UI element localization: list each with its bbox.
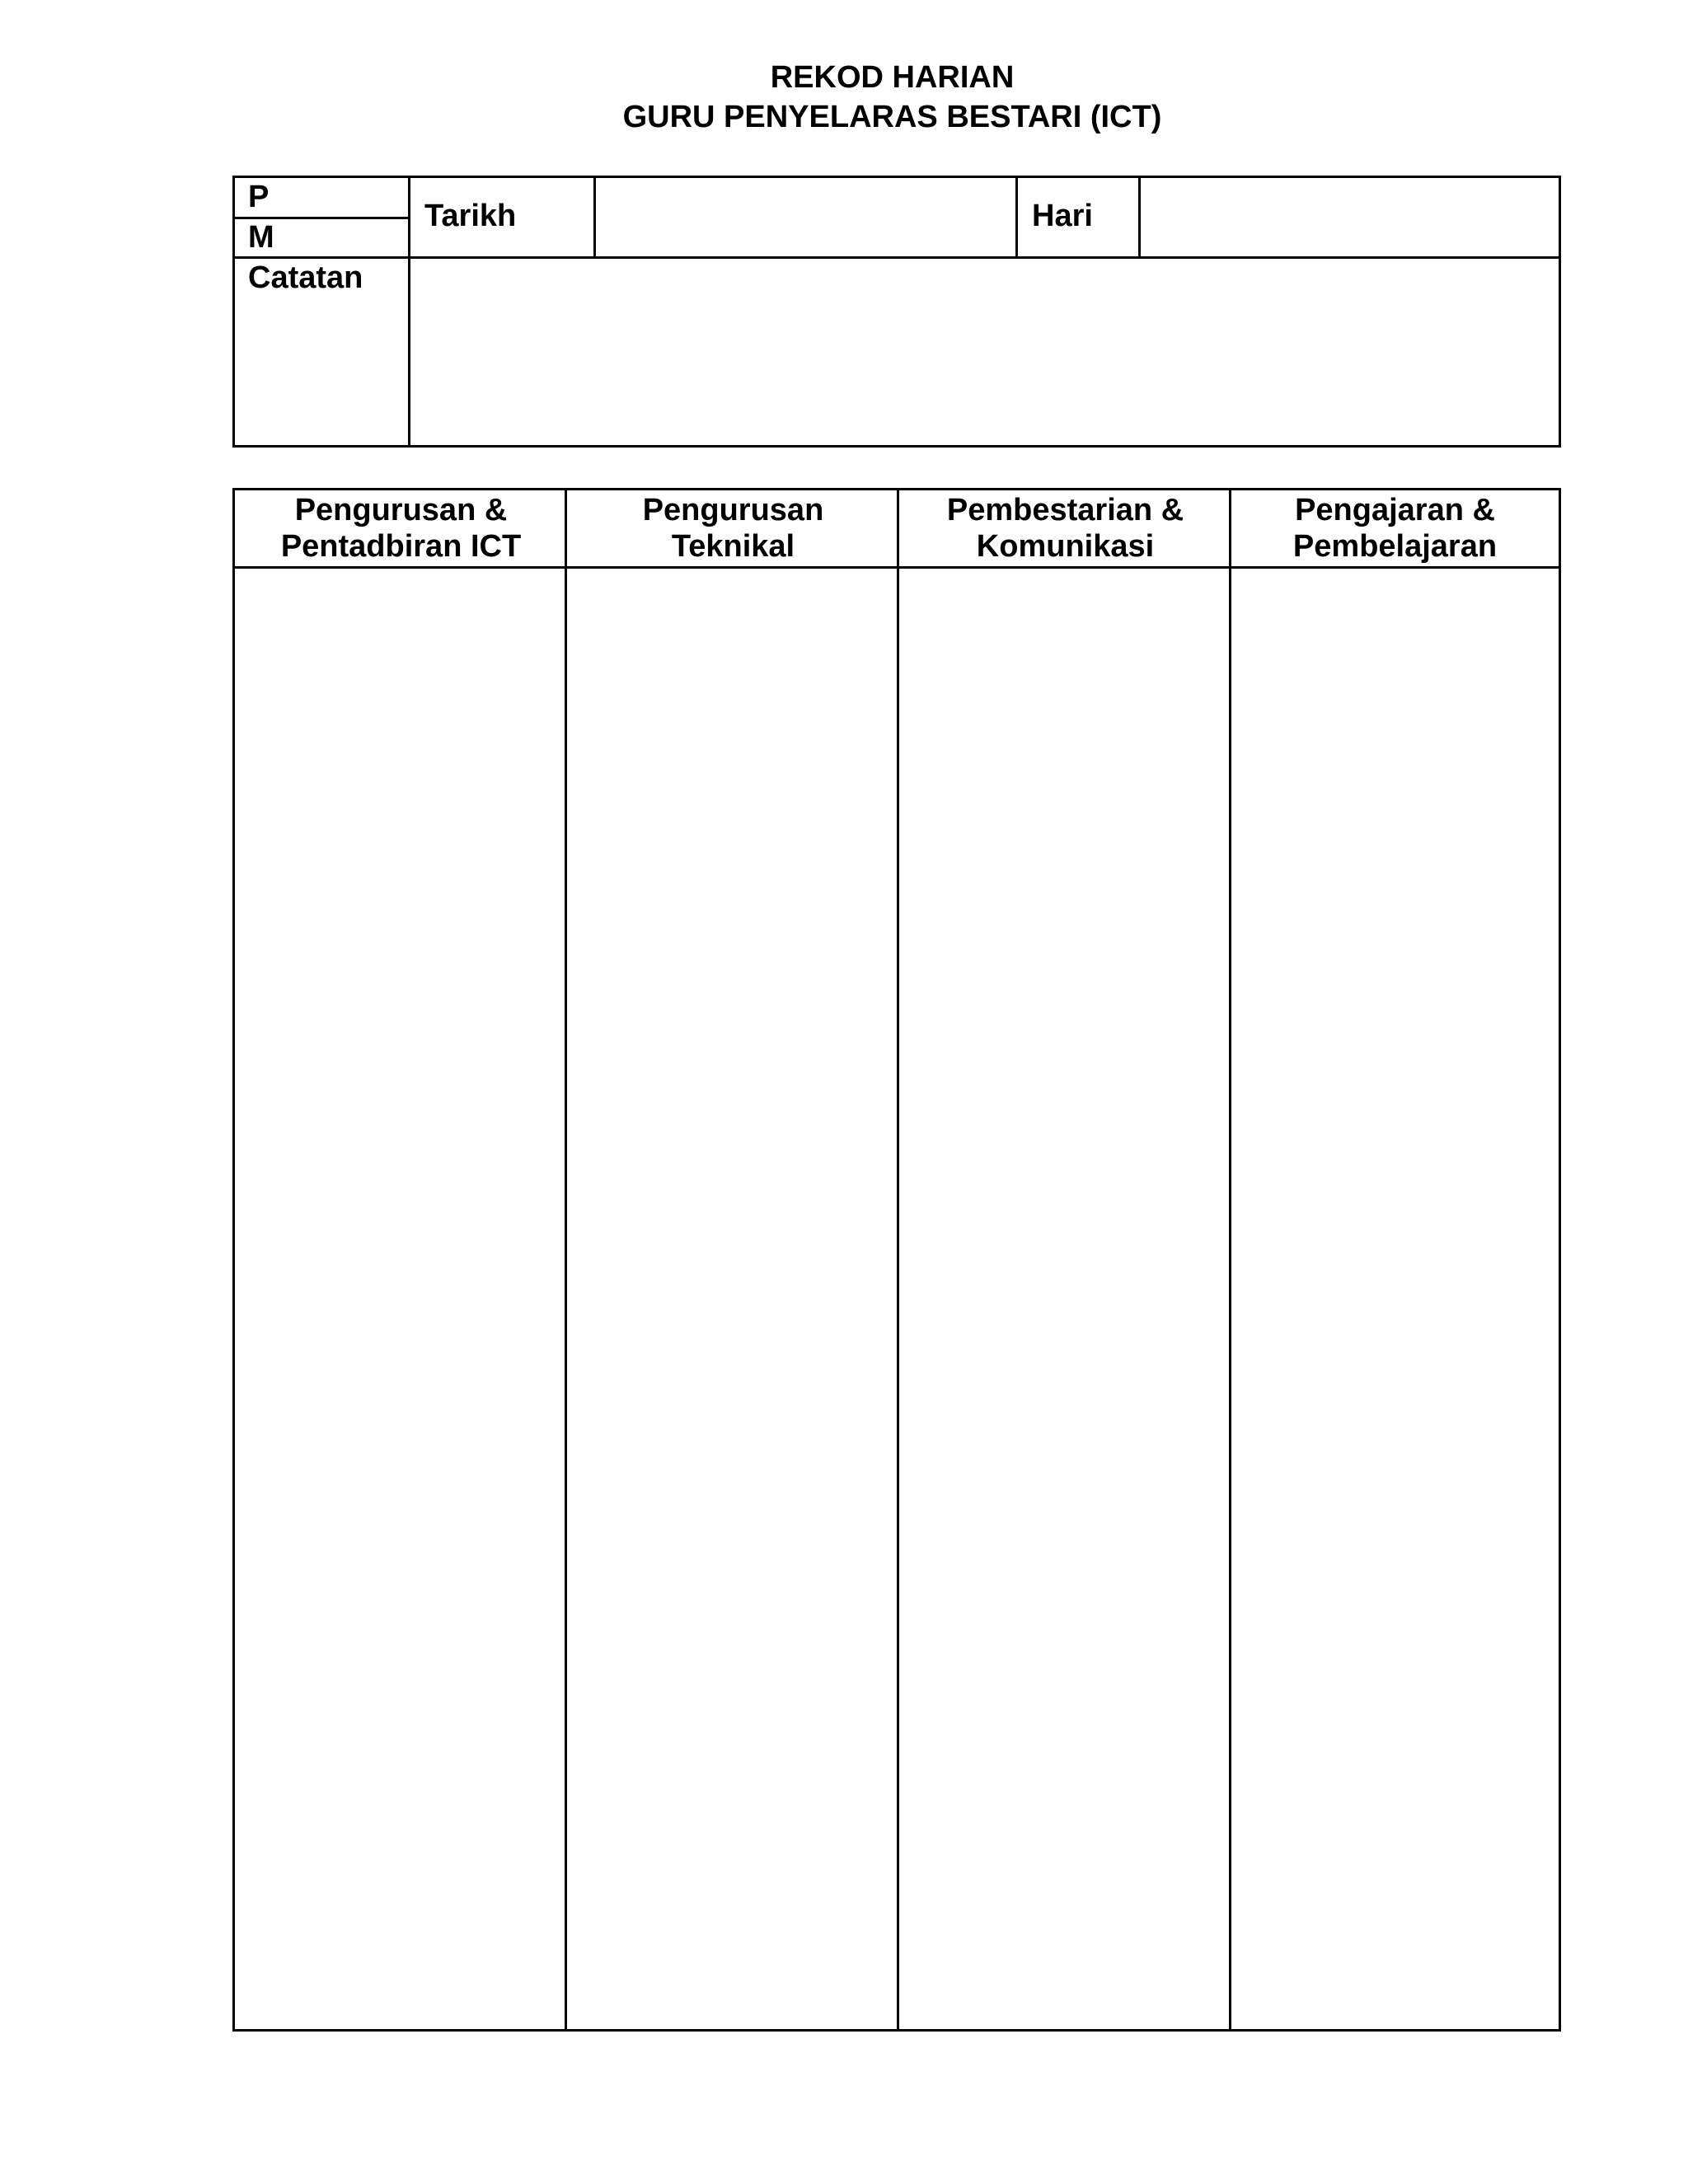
column-body-pengajaran-pembelajaran[interactable]	[1231, 569, 1559, 2029]
document-title	[0, 58, 1688, 137]
column-body-pengurusan-pentadbiran[interactable]	[235, 569, 567, 2029]
m-label: M	[248, 220, 274, 255]
header-table	[232, 176, 1561, 448]
activity-table	[232, 488, 1561, 2032]
column-header-line: Pentadbiran ICT	[280, 529, 522, 564]
column-header-line: Pengajaran &	[1295, 493, 1495, 527]
column-body-pengurusan-teknikal[interactable]	[567, 569, 899, 2029]
catatan-field[interactable]	[410, 259, 1559, 445]
hari-field[interactable]	[1141, 178, 1559, 256]
column-header-pembestarian-komunikasi	[899, 490, 1231, 566]
column-header-line: Komunikasi	[976, 529, 1155, 564]
column-header-line: Pengurusan &	[294, 493, 508, 527]
p-label: P	[248, 180, 270, 214]
tarikh-label: Tarikh	[424, 199, 517, 233]
hari-label: Hari	[1032, 199, 1093, 233]
column-header-line: Pengurusan	[642, 493, 824, 527]
column-header-pengurusan-teknikal	[567, 490, 899, 566]
title-line-2: GURU PENYELARAS BESTARI (ICT)	[622, 100, 1162, 134]
column-header-pengurusan-pentadbiran	[235, 490, 567, 566]
column-header-line: Pembelajaran	[1292, 529, 1498, 564]
tarikh-field[interactable]	[596, 178, 1015, 256]
column-header-line: Pembestarian &	[946, 493, 1184, 527]
catatan-label: Catatan	[248, 260, 363, 295]
title-line-1: REKOD HARIAN	[770, 60, 1015, 95]
column-header-pengajaran-pembelajaran	[1231, 490, 1559, 566]
divider	[1015, 178, 1018, 258]
column-body-pembestarian-komunikasi[interactable]	[899, 569, 1231, 2029]
column-header-line: Teknikal	[671, 529, 795, 564]
